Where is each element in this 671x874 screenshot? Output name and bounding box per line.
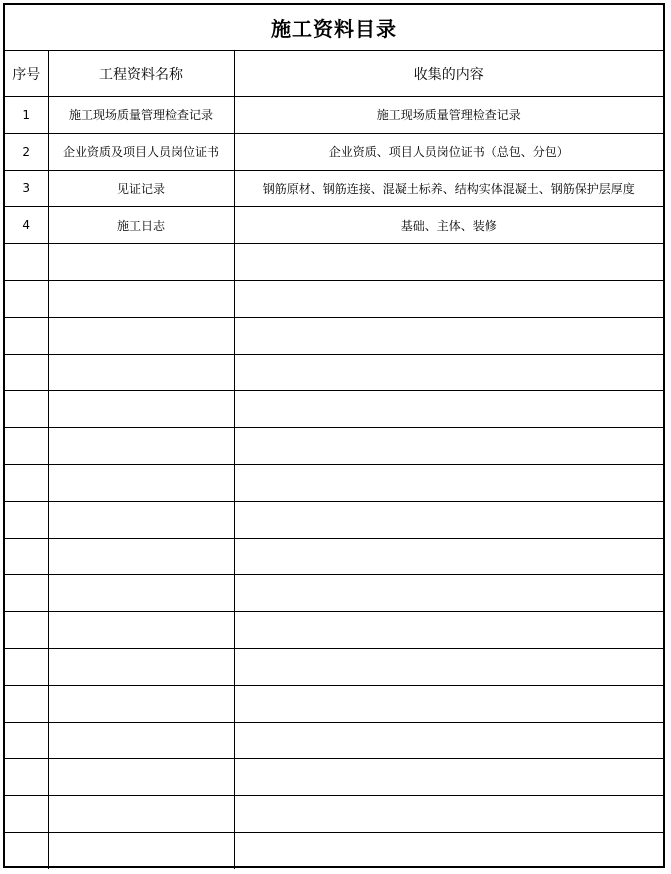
- cell-name: [48, 391, 234, 428]
- cell-index: [5, 280, 48, 317]
- cell-name: [48, 538, 234, 575]
- table-row: [5, 170, 663, 207]
- table-row: [5, 759, 663, 796]
- table-row: [5, 244, 663, 281]
- cell-name: 施工现场质量管理检查记录: [48, 97, 234, 134]
- cell-content: [234, 354, 663, 391]
- cell-content: 基础、主体、装修: [234, 207, 663, 244]
- table-row: [5, 97, 663, 134]
- cell-name: [48, 685, 234, 722]
- table-body: [5, 97, 663, 869]
- cell-content: [234, 428, 663, 465]
- cell-index: [5, 612, 48, 649]
- cell-index: 1: [5, 97, 48, 134]
- cell-name: [48, 832, 234, 868]
- cell-index: [5, 722, 48, 759]
- directory-sheet: [3, 3, 665, 868]
- table-row: [5, 501, 663, 538]
- table-row: [5, 832, 663, 868]
- header-index: 序号: [5, 51, 48, 97]
- cell-content: [234, 796, 663, 833]
- cell-content: [234, 612, 663, 649]
- cell-name: [48, 648, 234, 685]
- cell-index: 2: [5, 133, 48, 170]
- table-row: [5, 722, 663, 759]
- cell-content: [234, 501, 663, 538]
- cell-index: [5, 317, 48, 354]
- cell-index: 3: [5, 170, 48, 207]
- cell-content: [234, 832, 663, 868]
- header-content: 收集的内容: [234, 51, 663, 97]
- table-row: [5, 354, 663, 391]
- cell-name: [48, 244, 234, 281]
- cell-content: 钢筋原材、钢筋连接、混凝土标养、结构实体混凝土、钢筋保护层厚度: [234, 170, 663, 207]
- cell-index: [5, 464, 48, 501]
- cell-name: [48, 501, 234, 538]
- cell-index: [5, 354, 48, 391]
- cell-index: [5, 501, 48, 538]
- cell-name: [48, 317, 234, 354]
- cell-name: [48, 280, 234, 317]
- cell-name: 施工日志: [48, 207, 234, 244]
- cell-name: 企业资质及项目人员岗位证书: [48, 133, 234, 170]
- cell-name: [48, 759, 234, 796]
- cell-content: [234, 759, 663, 796]
- cell-content: 企业资质、项目人员岗位证书（总包、分包）: [234, 133, 663, 170]
- cell-index: [5, 648, 48, 685]
- table-row: [5, 317, 663, 354]
- cell-index: [5, 538, 48, 575]
- header-row: [5, 51, 663, 97]
- cell-name: [48, 428, 234, 465]
- cell-index: [5, 428, 48, 465]
- cell-index: [5, 244, 48, 281]
- cell-name: [48, 722, 234, 759]
- table-row: [5, 428, 663, 465]
- cell-content: 施工现场质量管理检查记录: [234, 97, 663, 134]
- cell-content: [234, 722, 663, 759]
- cell-name: 见证记录: [48, 170, 234, 207]
- table-row: [5, 391, 663, 428]
- table-row: [5, 685, 663, 722]
- cell-name: [48, 612, 234, 649]
- cell-content: [234, 685, 663, 722]
- cell-content: [234, 464, 663, 501]
- cell-content: [234, 317, 663, 354]
- cell-index: [5, 685, 48, 722]
- table-row: [5, 612, 663, 649]
- cell-content: [234, 575, 663, 612]
- directory-table: [5, 51, 663, 869]
- table-row: [5, 796, 663, 833]
- cell-content: [234, 244, 663, 281]
- cell-content: [234, 538, 663, 575]
- cell-index: [5, 575, 48, 612]
- cell-index: 4: [5, 207, 48, 244]
- cell-content: [234, 280, 663, 317]
- cell-index: [5, 832, 48, 868]
- table-row: [5, 207, 663, 244]
- cell-name: [48, 354, 234, 391]
- cell-name: [48, 575, 234, 612]
- cell-index: [5, 796, 48, 833]
- cell-name: [48, 796, 234, 833]
- header-name: 工程资料名称: [48, 51, 234, 97]
- sheet-title: 施工资料目录: [5, 5, 663, 51]
- cell-content: [234, 648, 663, 685]
- table-row: [5, 648, 663, 685]
- cell-index: [5, 759, 48, 796]
- cell-content: [234, 391, 663, 428]
- table-row: [5, 538, 663, 575]
- cell-index: [5, 391, 48, 428]
- table-row: [5, 280, 663, 317]
- table-row: [5, 575, 663, 612]
- table-row: [5, 133, 663, 170]
- table-row: [5, 464, 663, 501]
- cell-name: [48, 464, 234, 501]
